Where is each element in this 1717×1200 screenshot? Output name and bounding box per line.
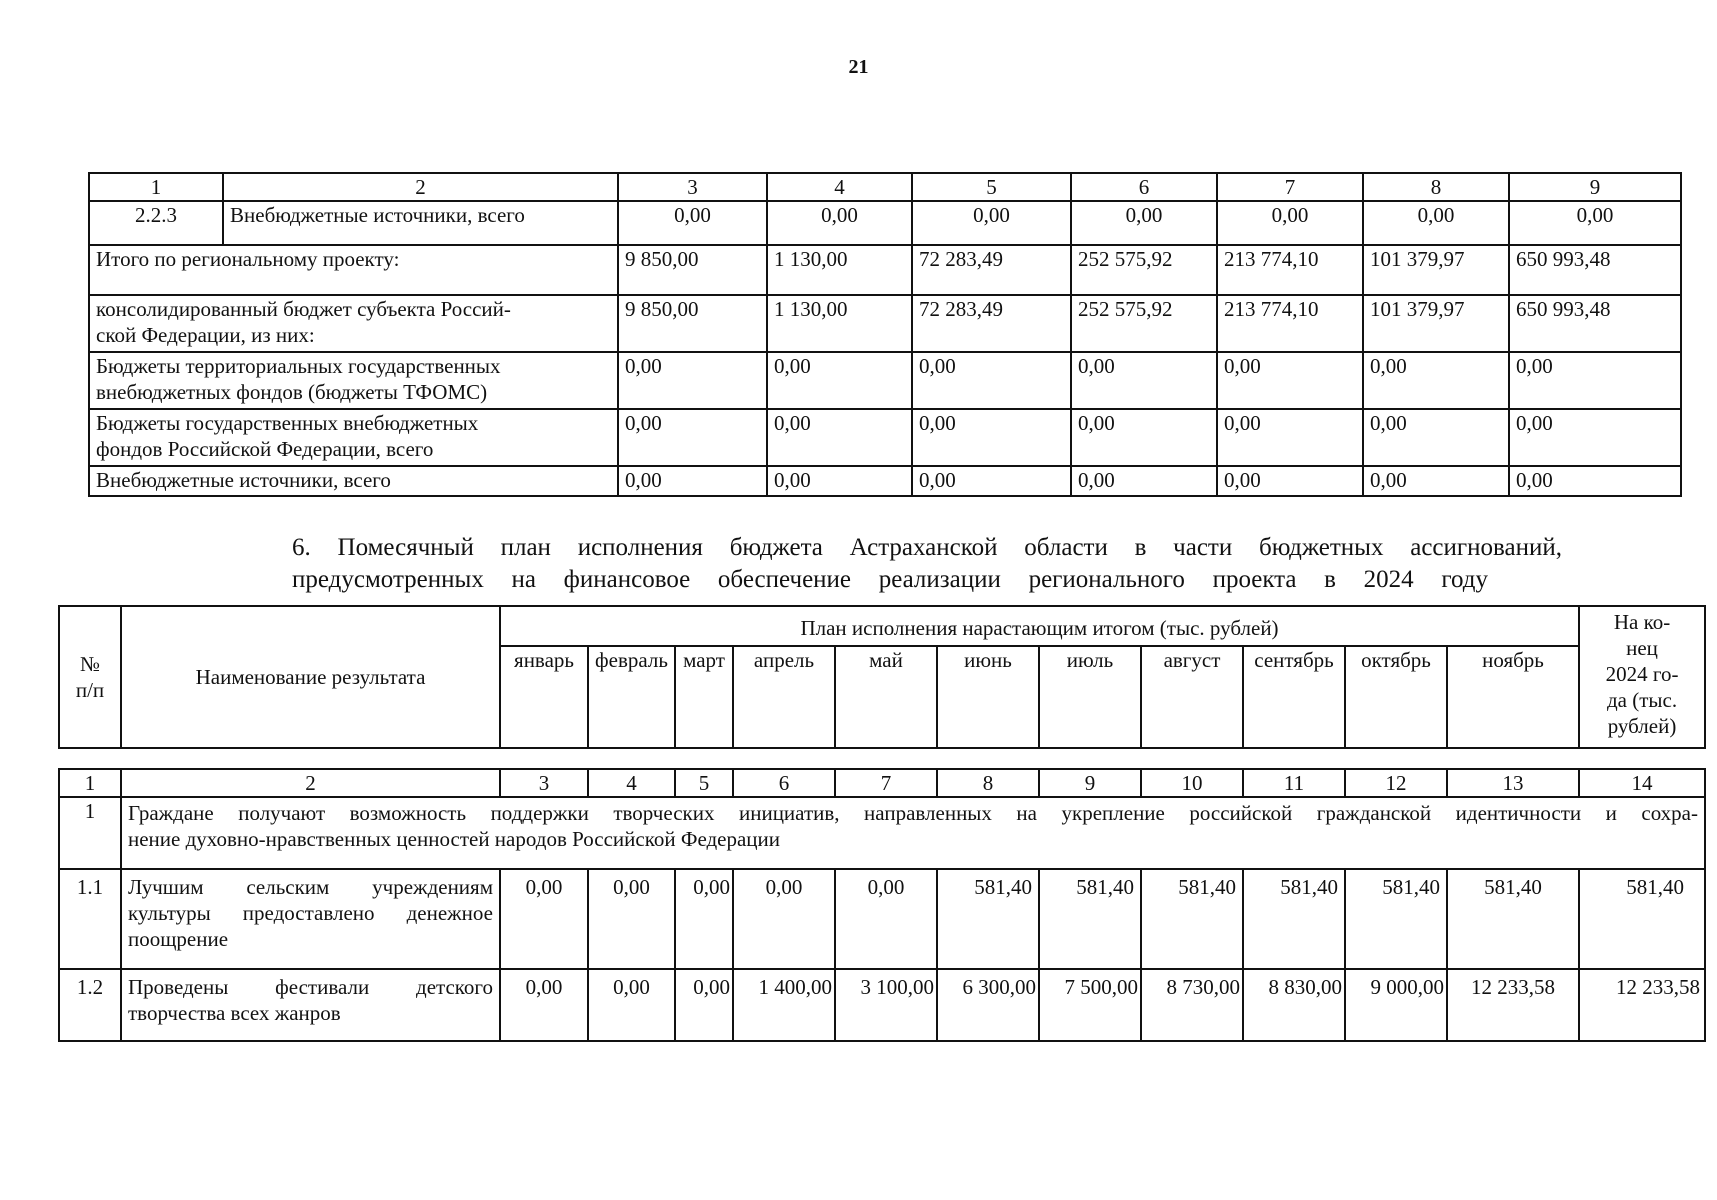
header-cell: 9 — [1039, 769, 1141, 797]
plan-group-header: План исполнения нарастающим итогом (тыс. рублей) — [500, 606, 1579, 646]
month-header: август — [1141, 646, 1243, 748]
value-cell: 0,00 — [1071, 409, 1217, 466]
value-cell: 0,00 — [767, 466, 912, 496]
month-header: февраль — [588, 646, 675, 748]
value-cell: 650 993,48 — [1509, 295, 1681, 352]
table-row — [89, 352, 1681, 409]
section-title-line: 6. Помесячный план исполнения бюджета Астраханской области в части бюджетных ассигнований, — [292, 534, 1562, 561]
value-cell: 0,00 — [500, 869, 588, 969]
row-name-line: ской Федерации, из них: — [96, 323, 315, 347]
value-cell: 252 575,92 — [1071, 295, 1217, 352]
value-cell: 0,00 — [733, 869, 835, 969]
value-cell: 581,40 — [1345, 869, 1447, 969]
value-cell: 101 379,97 — [1363, 245, 1509, 295]
row-name: Итого по региональному проекту: — [89, 245, 618, 295]
value-cell: 8 830,00 — [1243, 969, 1345, 1041]
table-header-row — [89, 173, 1681, 201]
value-cell: 0,00 — [767, 201, 912, 245]
value-cell: 581,40 — [1243, 869, 1345, 969]
row-name-line: поощрение — [128, 927, 229, 951]
header-cell: 7 — [835, 769, 937, 797]
row-number: 1.2 — [59, 969, 121, 1041]
row-name — [89, 352, 618, 409]
value-cell: 650 993,48 — [1509, 245, 1681, 295]
header-cell: 14 — [1579, 769, 1705, 797]
value-cell: 12 233,58 — [1579, 969, 1705, 1041]
value-cell: 1 130,00 — [767, 295, 912, 352]
value-cell: 0,00 — [912, 201, 1071, 245]
value-cell: 0,00 — [912, 466, 1071, 496]
value-cell: 213 774,10 — [1217, 295, 1363, 352]
header-line: № — [79, 652, 101, 676]
header-cell: 5 — [675, 769, 733, 797]
row-name-line: Бюджеты территориальных государственных — [96, 354, 501, 378]
table-header-row — [59, 769, 1705, 797]
value-cell: 6 300,00 — [937, 969, 1039, 1041]
value-cell: 9 000,00 — [1345, 969, 1447, 1041]
value-cell: 0,00 — [1363, 409, 1509, 466]
value-cell: 0,00 — [675, 869, 733, 969]
value-cell: 0,00 — [500, 969, 588, 1041]
header-cell: 13 — [1447, 769, 1579, 797]
row-number: 2.2.3 — [89, 201, 223, 245]
column-name-header: Наименование результата — [121, 606, 500, 748]
monthly-plan-header-table — [58, 605, 1706, 749]
value-cell: 101 379,97 — [1363, 295, 1509, 352]
monthly-plan-table — [58, 768, 1706, 1042]
header-cell: 4 — [588, 769, 675, 797]
year-end-header — [1579, 606, 1705, 748]
column-number-header — [59, 606, 121, 748]
header-line: да (тыс. — [1606, 688, 1678, 712]
value-cell: 0,00 — [912, 352, 1071, 409]
header-cell: 4 — [767, 173, 912, 201]
value-cell: 0,00 — [767, 409, 912, 466]
header-cell: 6 — [1071, 173, 1217, 201]
header-line: рублей) — [1607, 714, 1677, 738]
row-name: Внебюджетные источники, всего — [223, 201, 618, 245]
table-row — [89, 409, 1681, 466]
value-cell: 0,00 — [1217, 409, 1363, 466]
page-number: 21 — [848, 56, 869, 78]
value-cell: 12 233,58 — [1447, 969, 1579, 1041]
row-name-line: творчества всех жанров — [128, 1001, 341, 1025]
header-cell: 8 — [937, 769, 1039, 797]
header-cell: 8 — [1363, 173, 1509, 201]
value-cell: 9 850,00 — [618, 295, 767, 352]
row-name-line: консолидированный бюджет субъекта Россий- — [96, 297, 511, 321]
plan-header-row — [59, 606, 1705, 646]
row-name: Внебюджетные источники, всего — [89, 466, 618, 496]
value-cell: 0,00 — [588, 869, 675, 969]
row-number: 1 — [59, 797, 121, 869]
header-line: п/п — [75, 678, 105, 702]
header-cell: 9 — [1509, 173, 1681, 201]
row-name — [121, 869, 500, 969]
section-text — [121, 797, 1705, 869]
value-cell: 0,00 — [588, 969, 675, 1041]
header-cell: 3 — [618, 173, 767, 201]
value-cell: 0,00 — [675, 969, 733, 1041]
section-text-line: Граждане получают возможность поддержки творческих инициатив, направленных на укрепление российской гражданской идентичности и сохра- — [128, 801, 1698, 825]
row-name-line: Проведены фестивали детского — [128, 975, 493, 999]
month-header: март — [675, 646, 733, 748]
row-number: 1.1 — [59, 869, 121, 969]
value-cell: 3 100,00 — [835, 969, 937, 1041]
row-name-line: фондов Российской Федерации, всего — [96, 437, 434, 461]
row-name-line: культуры предоставлено денежное — [128, 901, 493, 925]
month-header: сентябрь — [1243, 646, 1345, 748]
header-line: На ко- — [1613, 610, 1671, 634]
header-line: нец — [1626, 636, 1658, 660]
section-title — [292, 532, 1562, 596]
value-cell: 0,00 — [1071, 352, 1217, 409]
month-header: январь — [500, 646, 588, 748]
value-cell: 0,00 — [1071, 466, 1217, 496]
value-cell: 0,00 — [618, 466, 767, 496]
value-cell: 0,00 — [1217, 201, 1363, 245]
value-cell: 7 500,00 — [1039, 969, 1141, 1041]
month-header: ноябрь — [1447, 646, 1579, 748]
table-row — [59, 869, 1705, 969]
value-cell: 72 283,49 — [912, 245, 1071, 295]
header-cell: 11 — [1243, 769, 1345, 797]
header-cell: 7 — [1217, 173, 1363, 201]
header-cell: 1 — [59, 769, 121, 797]
budget-summary-table — [88, 172, 1682, 497]
value-cell: 0,00 — [1363, 352, 1509, 409]
value-cell: 9 850,00 — [618, 245, 767, 295]
header-line: 2024 го- — [1605, 662, 1679, 686]
section-text-line: нение духовно-нравственных ценностей народов Российской Федерации — [128, 827, 781, 851]
value-cell: 252 575,92 — [1071, 245, 1217, 295]
value-cell: 0,00 — [1217, 352, 1363, 409]
value-cell: 72 283,49 — [912, 295, 1071, 352]
header-cell: 5 — [912, 173, 1071, 201]
section-row — [59, 797, 1705, 869]
month-header: апрель — [733, 646, 835, 748]
table-row — [89, 201, 1681, 245]
row-name-line: Бюджеты государственных внебюджетных — [96, 411, 479, 435]
header-cell: 6 — [733, 769, 835, 797]
value-cell: 0,00 — [1509, 409, 1681, 466]
value-cell: 0,00 — [1363, 466, 1509, 496]
value-cell: 1 400,00 — [733, 969, 835, 1041]
month-header: октябрь — [1345, 646, 1447, 748]
value-cell: 0,00 — [1509, 352, 1681, 409]
value-cell: 581,40 — [1579, 869, 1705, 969]
table-row — [89, 466, 1681, 496]
value-cell: 581,40 — [1447, 869, 1579, 969]
value-cell: 0,00 — [1071, 201, 1217, 245]
header-cell: 10 — [1141, 769, 1243, 797]
row-name-line: Лучшим сельским учреждениям — [128, 875, 493, 899]
header-cell: 2 — [121, 769, 500, 797]
value-cell: 0,00 — [912, 409, 1071, 466]
table-row — [89, 295, 1681, 352]
value-cell: 1 130,00 — [767, 245, 912, 295]
table-row — [59, 969, 1705, 1041]
header-cell: 3 — [500, 769, 588, 797]
value-cell: 213 774,10 — [1217, 245, 1363, 295]
value-cell: 581,40 — [937, 869, 1039, 969]
value-cell: 581,40 — [1039, 869, 1141, 969]
month-header: май — [835, 646, 937, 748]
row-name — [121, 969, 500, 1041]
value-cell: 0,00 — [618, 409, 767, 466]
value-cell: 0,00 — [618, 352, 767, 409]
row-name — [89, 409, 618, 466]
row-name — [89, 295, 618, 352]
value-cell: 8 730,00 — [1141, 969, 1243, 1041]
month-header: июль — [1039, 646, 1141, 748]
value-cell: 0,00 — [767, 352, 912, 409]
value-cell: 0,00 — [1509, 201, 1681, 245]
row-name-line: внебюджетных фондов (бюджеты ТФОМС) — [96, 380, 488, 404]
value-cell: 0,00 — [835, 869, 937, 969]
value-cell: 0,00 — [1509, 466, 1681, 496]
header-cell: 1 — [89, 173, 223, 201]
table-row — [89, 245, 1681, 295]
value-cell: 581,40 — [1141, 869, 1243, 969]
value-cell: 0,00 — [1363, 201, 1509, 245]
month-header: июнь — [937, 646, 1039, 748]
header-cell: 12 — [1345, 769, 1447, 797]
value-cell: 0,00 — [618, 201, 767, 245]
value-cell: 0,00 — [1217, 466, 1363, 496]
section-title-line: предусмотренных на финансовое обеспечение реализации регионального проекта в 2024 году — [292, 566, 1488, 593]
header-cell: 2 — [223, 173, 618, 201]
